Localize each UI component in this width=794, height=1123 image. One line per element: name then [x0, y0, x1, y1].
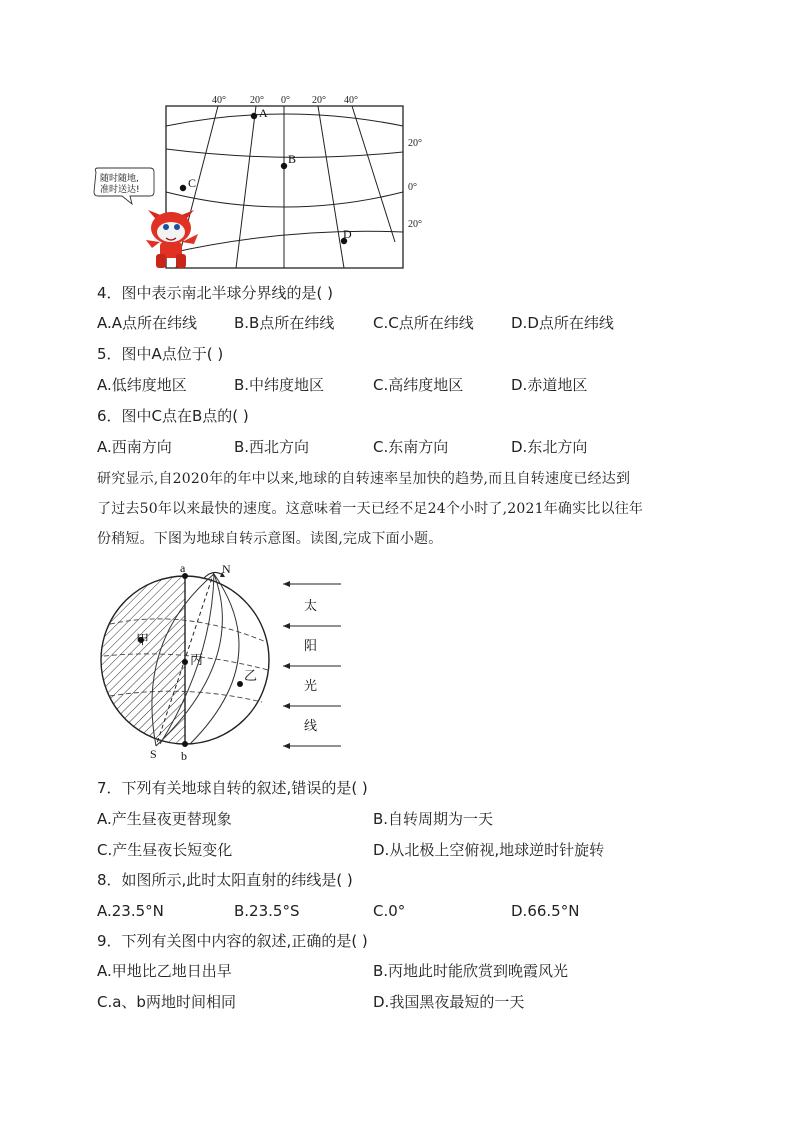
question-6-option-a[interactable]: A.西南方向 — [97, 438, 172, 456]
point-bing-dot — [182, 659, 188, 665]
question-7-option-b[interactable]: B.自转周期为一天 — [373, 810, 494, 828]
question-7-stem: 7．下列有关地球自转的叙述,错误的是( ) — [97, 779, 368, 797]
question-9-option-b[interactable]: B.丙地此时能欣赏到晚霞风光 — [373, 962, 569, 980]
map-top-label: 20° — [250, 95, 264, 106]
point-d-label: D — [343, 227, 352, 241]
point-b-dot — [182, 741, 188, 747]
sun-label-char: 线 — [304, 719, 318, 734]
question-9-option-d[interactable]: D.我国黑夜最短的一天 — [373, 993, 525, 1011]
passage-line-1: 研究显示,自2020年的年中以来,地球的自转速率呈加快的趋势,而且自转速度已经达到 — [97, 471, 631, 487]
question-7-option-d[interactable]: D.从北极上空俯视,地球逆时针旋转 — [373, 841, 605, 859]
question-9-option-a[interactable]: A.甲地比乙地日出早 — [97, 962, 232, 980]
globe-label-b: b — [181, 749, 187, 763]
speech-bubble — [94, 168, 154, 204]
question-5-stem: 5．图中A点位于( ) — [97, 345, 224, 363]
longitude-line — [318, 106, 344, 268]
point-c-dot — [180, 185, 186, 191]
longitude-line — [236, 106, 256, 268]
question-6-option-b[interactable]: B.西北方向 — [234, 438, 310, 456]
passage-line-2: 了过去50年以来最快的速度。这意味着一天已经不足24个小时了,2021年确实比以往年 — [97, 501, 644, 517]
point-a-dot — [251, 113, 257, 119]
question-5-option-d[interactable]: D.赤道地区 — [511, 376, 588, 394]
globe-label-a: a — [180, 561, 186, 575]
point-a-label: A — [259, 106, 268, 120]
question-9-option-c[interactable]: C.a、b两地时间相同 — [97, 993, 236, 1011]
question-8-option-a[interactable]: A.23.5°N — [97, 902, 164, 920]
question-4-option-b[interactable]: B.B点所在纬线 — [234, 314, 335, 332]
globe-label-bing: 丙 — [190, 653, 204, 668]
lat-lon-grid-map — [90, 92, 420, 274]
question-4-option-a[interactable]: A.A点所在纬线 — [97, 314, 198, 332]
question-8-option-d[interactable]: D.66.5°N — [511, 902, 580, 920]
cartoon-plane-character — [146, 210, 198, 268]
bubble-line-2: 准时送达! — [100, 185, 140, 195]
globe-label-yi: 乙 — [244, 669, 258, 684]
map-top-label: 40° — [212, 95, 226, 106]
globe-label-s: S — [150, 747, 157, 761]
question-8-option-b[interactable]: B.23.5°S — [234, 902, 300, 920]
question-5-option-b[interactable]: B.中纬度地区 — [234, 376, 325, 394]
bubble-line-1: 随时随地, — [100, 174, 139, 184]
question-4-option-d[interactable]: D.D点所在纬线 — [511, 314, 614, 332]
map-top-label: 20° — [312, 95, 326, 106]
sun-label-char: 光 — [304, 679, 318, 694]
question-7-option-c[interactable]: C.产生昼夜长短变化 — [97, 841, 233, 859]
question-5-option-c[interactable]: C.高纬度地区 — [373, 376, 464, 394]
map-right-label: 20° — [408, 219, 422, 230]
longitude-line — [352, 106, 395, 242]
map-right-label: 20° — [408, 138, 422, 149]
point-b-dot — [281, 163, 287, 169]
map-right-label: 0° — [408, 182, 417, 193]
globe-label-jia: 甲 — [136, 633, 150, 648]
point-c-label: C — [188, 176, 197, 190]
question-4-stem: 4．图中表示南北半球分界线的是( ) — [97, 284, 334, 302]
question-9-stem: 9．下列有关图中内容的叙述,正确的是( ) — [97, 932, 368, 950]
passage-line-3: 份稍短。下图为地球自转示意图。读图,完成下面小题。 — [97, 531, 443, 547]
point-b-label: B — [288, 152, 297, 166]
map-top-label: 0° — [281, 95, 290, 106]
question-4-option-c[interactable]: C.C点所在纬线 — [373, 314, 474, 332]
question-8-option-c[interactable]: C.0° — [373, 902, 406, 920]
sun-label-char: 阳 — [304, 639, 318, 654]
sun-label-char: 太 — [304, 599, 318, 614]
question-7-option-a[interactable]: A.产生昼夜更替现象 — [97, 810, 232, 828]
earth-rotation-diagram — [96, 560, 356, 770]
map-top-label: 40° — [344, 95, 358, 106]
question-8-stem: 8．如图所示,此时太阳直射的纬线是( ) — [97, 871, 353, 889]
question-6-stem: 6．图中C点在B点的( ) — [97, 407, 249, 425]
point-yi-dot — [237, 681, 243, 687]
question-5-option-a[interactable]: A.低纬度地区 — [97, 376, 187, 394]
globe-label-n: N — [222, 562, 231, 576]
question-6-option-c[interactable]: C.东南方向 — [373, 438, 449, 456]
question-6-option-d[interactable]: D.东北方向 — [511, 438, 588, 456]
